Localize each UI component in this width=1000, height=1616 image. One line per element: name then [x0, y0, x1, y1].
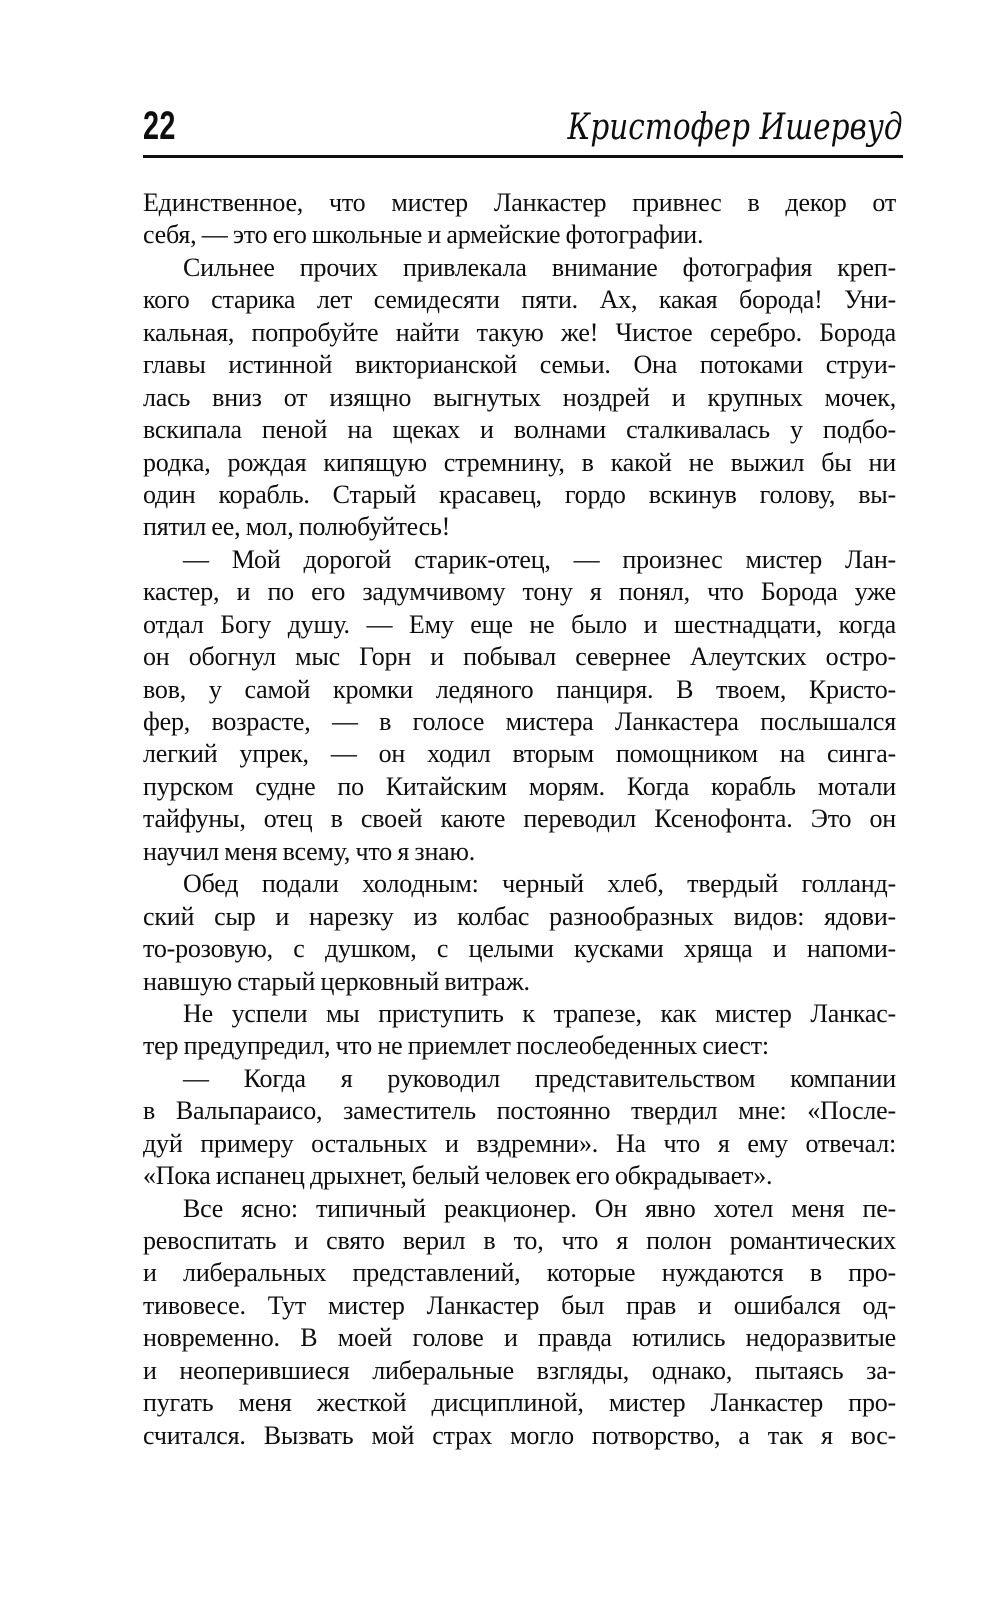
text-line: и либеральных представлений, которые нуждаются в про-: [143, 1258, 896, 1288]
text-line: тер предупредил, что не приемлет послеобеденных сиест:: [143, 1031, 769, 1061]
text-line: вов, у самой кромки ледяного панциря. В твоем, Кристо-: [143, 674, 896, 704]
text-line: кого старика лет семидесяти пяти. Ах, какая борода! Уни-: [143, 285, 896, 315]
text-line: считался. Вызвать мой страх могло потворство, а так я вос-: [143, 1420, 896, 1450]
running-header: [143, 104, 903, 150]
text-line: кастер, и по его задумчивому тону я понял, что Борода уже: [143, 577, 896, 607]
text-line: дуй примеру остальных и вздремни». На что я ему отвечал:: [143, 1128, 896, 1158]
text-line: ский сыр и нарезку из колбас разнообразных видов: ядови-: [143, 901, 896, 931]
text-line: родка, рождая кипящую стремнину, в какой не выжил бы ни: [143, 447, 896, 477]
text-line: пурском судне по Китайским морям. Когда корабль мотали: [143, 771, 896, 801]
text-line: легкий упрек, — он ходил вторым помощником на синга-: [143, 739, 896, 769]
text-line: один корабль. Старый красавец, гордо вскинув голову, вы-: [143, 479, 896, 509]
text-line: навшую старый церковный витраж.: [143, 966, 530, 996]
text-line: Все ясно: типичный реакционер. Он явно хотел меня пе-: [183, 1193, 896, 1223]
text-line: «Пока испанец дрыхнет, белый человек его обкрадывает».: [143, 1161, 773, 1191]
text-line: Единственное, что мистер Ланкастер привнес в декор от: [143, 188, 896, 217]
text-line: пугать меня жесткой дисциплиной, мистер Ланкастер про-: [143, 1388, 896, 1418]
text-line: он обогнул мыс Горн и побывал севернее Алеутских остро-: [143, 642, 896, 672]
page-number: 22: [143, 104, 176, 148]
text-line: — Когда я руководил представительством компании: [183, 1063, 896, 1093]
text-line: и неоперившиеся либеральные взгляды, однако, пытаясь за-: [143, 1355, 896, 1385]
text-line: кальная, попробуйте найти такую же! Чистое серебро. Борода: [143, 317, 896, 347]
text-line: лась вниз от изящно выгнутых ноздрей и крупных мочек,: [143, 382, 896, 412]
text-line: Обед подали холодным: черный хлеб, твердый голланд-: [183, 869, 896, 899]
running-title: Кристофер Ишервуд: [567, 107, 903, 148]
header-rule: [143, 155, 903, 158]
text-line: — Мой дорогой старик-отец, — произнес мистер Лан-: [183, 544, 896, 574]
text-block: [143, 187, 896, 1452]
text-line: тайфуны, отец в своей каюте переводил Ксенофонта. Это он: [143, 804, 896, 834]
text-line: научил меня всему, что я знаю.: [143, 836, 476, 866]
text-line: пятил ее, мол, полюбуйтесь!: [143, 512, 451, 542]
text-line: вскипала пеной на щеках и волнами сталкивалась у подбо-: [143, 415, 896, 445]
text-line: тивовесе. Тут мистер Ланкастер был прав и ошибался од-: [143, 1290, 896, 1320]
text-line: ревоспитать и свято верил в то, что я полон романтических: [143, 1226, 896, 1255]
text-line: новременно. В моей голове и правда ютились недоразвитые: [143, 1323, 896, 1353]
text-line: отдал Богу душу. — Ему еще не было и шестнадцати, когда: [143, 609, 896, 639]
text-line: Сильнее прочих привлекала внимание фотография креп-: [183, 252, 896, 282]
text-line: то-розовую, с душком, с целыми кусками хряща и напоми-: [143, 934, 896, 964]
text-line: в Вальпараисо, заместитель постоянно твердил мне: «После-: [143, 1096, 896, 1126]
text-line: Не успели мы приступить к трапезе, как мистер Ланкас-: [183, 998, 896, 1028]
text-line: фер, возрасте, — в голосе мистера Ланкастера послышался: [143, 707, 896, 736]
text-line: главы истинной викторианской семьи. Она потоками струи-: [143, 350, 896, 380]
text-line: себя, — это его школьные и армейские фотографии.: [143, 220, 704, 250]
